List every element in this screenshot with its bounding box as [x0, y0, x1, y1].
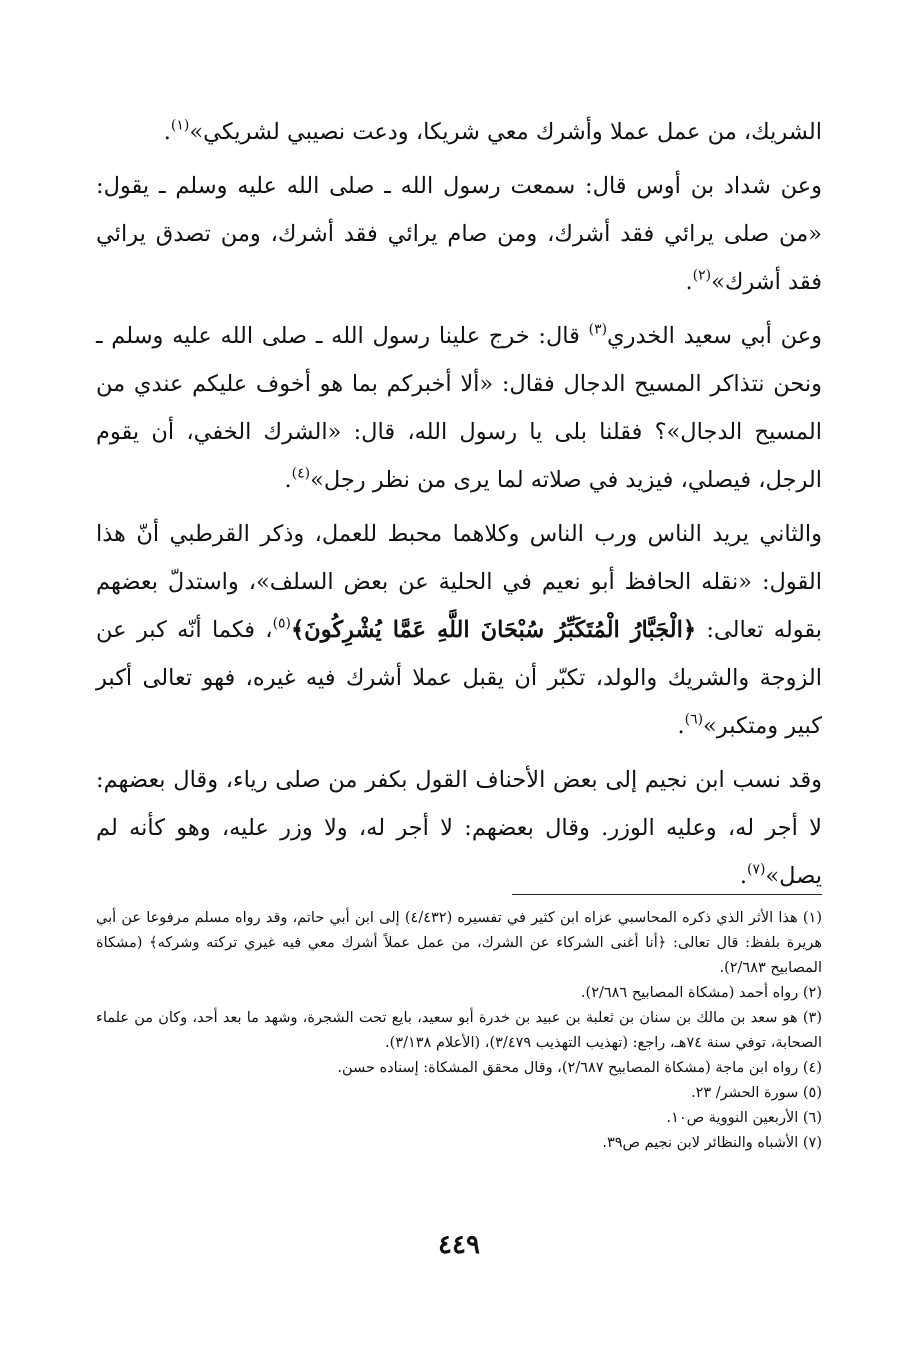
footnote-6: (٦) الأربعين النووية ص١٠. — [666, 1110, 822, 1126]
quran-verse: ﴿الْجَبَّارُ الْمُتَكَبِّرُ سُبْحَانَ اللَّهِ عَمَّا يُشْرِكُونَ﴾ — [290, 617, 697, 643]
footnote-ref-1[interactable]: (١) — [170, 117, 190, 134]
paragraph-2-end: . — [685, 269, 693, 295]
footnote-ref-6[interactable]: (٦) — [684, 711, 704, 728]
footnote-1: (١) هذا الأثر الذي ذكره المحاسبي عزاه ابن كثير في تفسيره (٤/٤٣٢) إلى ابن أبي حاتم، وقد رواه مسلم مرفوعا عن أبي هريرة بلفظ: قال تعالى: ﴿أنا أغنى الشركاء عن الشرك، من عمل عملاً أشرك معي فيه غيري تركته وشركه﴾ (مشكاة المصابيح ٢/٦٨٣). — [96, 910, 822, 976]
footnote-2: (٢) رواه أحمد (مشكاة المصابيح ٢/٦٨٦). — [580, 985, 822, 1001]
footnote-separator — [512, 894, 822, 895]
paragraph-3-text-a: وعن أبي سعيد الخدري — [607, 323, 823, 349]
paragraph-3 — [96, 312, 822, 504]
paragraph-2-text: وعن شداد بن أوس قال: سمعت رسول الله ـ صلى الله عليه وسلم ـ يقول: «من صلى يرائي فقد أشرك، ومن صام يرائي فقد أشرك، ومن تصدق يرائي فقد أشرك» — [96, 173, 822, 295]
paragraph-1-text: الشريك، من عمل عملا وأشرك معي شريكا، ودعت نصيبي لشريكي» — [189, 119, 822, 145]
footnote-ref-7[interactable]: (٧) — [747, 861, 766, 878]
paragraph-5 — [96, 756, 822, 900]
page-number: ٤٤٩ — [438, 1230, 480, 1260]
footnotes — [96, 906, 822, 1156]
paragraph-5-text: وقد نسب ابن نجيم إلى بعض الأحناف القول بكفر من صلى رياء، وقال بعضهم: لا أجر له، وعليه الوزر. وقال بعضهم: لا أجر له، ولا وزر عليه، وهو كأنه لم يصل» — [96, 767, 822, 889]
footnote-ref-3[interactable]: (٣) — [588, 321, 608, 338]
paragraph-1 — [96, 108, 822, 156]
footnote-3: (٣) هو سعد بن مالك بن سنان بن ثعلبة بن عبيد بن خدرة أبو سعيد، بايع تحت الشجرة، وشهد ما بعد أحد، وكان من علماء الصحابة، توفي سنة ٧٤هـ، راجع: (تهذيب التهذيب ٣/٤٧٩)، (الأعلام ٣/١٣٨). — [96, 1010, 822, 1051]
paragraph-5-end: . — [739, 863, 747, 889]
footnote-ref-4[interactable]: (٤) — [291, 465, 311, 482]
paragraph-3-text-b: قال: خرج علينا رسول الله ـ صلى الله عليه وسلم ـ ونحن نتذاكر المسيح الدجال فقال: «ألا أخبركم بما هو أخوف عليكم عندي من المسيح الدجال»؟ فقلنا بلى يا رسول الله، قال: «الشرك الخفي، أن يقوم الرجل، فيصلي، فيزيد في صلاته لما يرى من نظر رجل» — [96, 323, 822, 493]
paragraph-3-end: . — [284, 467, 292, 493]
footnote-ref-2[interactable]: (٢) — [692, 267, 712, 284]
footnote-4: (٤) رواه ابن ماجة (مشكاة المصابيح ٢/٦٨٧)، وقال محقق المشكاة: إسناده حسن. — [337, 1060, 822, 1076]
paragraph-4-end: . — [677, 713, 685, 739]
footnote-ref-5[interactable]: (٥) — [272, 615, 291, 632]
paragraph-4 — [96, 510, 822, 750]
paragraph-4-text-a: والثاني يريد الناس ورب الناس وكلاهما محبط للعمل، وذكر القرطبي أنّ هذا القول: «نقله الحافظ أبو نعيم في الحلية عن بعض السلف»، واستدلّ بعضهم بقوله تعالى: — [96, 521, 822, 643]
main-text — [96, 108, 822, 906]
paragraph-2 — [96, 162, 822, 306]
footnote-7: (٧) الأشباه والنظائر لابن نجيم ص٣٩. — [602, 1135, 822, 1151]
paragraph-1-end: . — [163, 119, 171, 145]
paragraph-4-text-b: ، فكما أنّه كبر عن الزوجة والشريك والولد، تكبّر أن يقبل عملا أشرك فيه غيره، فهو تعالى أكبر كبير ومتكبر» — [96, 617, 822, 739]
footnote-5: (٥) سورة الحشر/ ٢٣. — [690, 1085, 822, 1101]
